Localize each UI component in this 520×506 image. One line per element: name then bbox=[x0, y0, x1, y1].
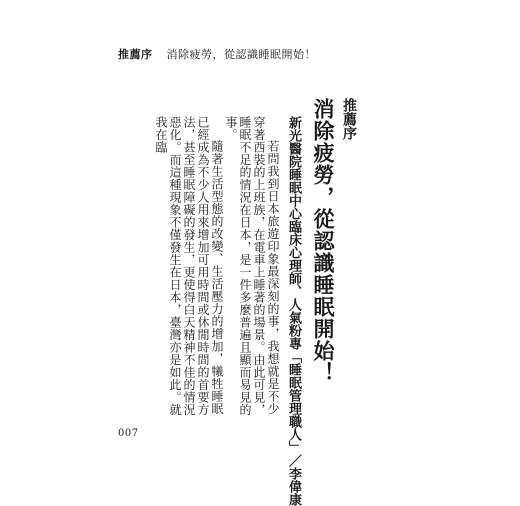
body-text bbox=[140, 116, 280, 416]
paragraph-1: 若問我到日本旅遊印象最深刻的事，我想就是不少穿著西裝的上班族，在電車上睡著的場景。由此可見，睡眠不足的情況在日本，是一件多麼普遍且顯而易見的事。 bbox=[224, 116, 280, 416]
running-head-title: 消除疲勞，從認識睡眠開始！ bbox=[166, 48, 316, 61]
running-head bbox=[118, 46, 316, 62]
paragraph-2: 隨著生活型態的改變、生活壓力的增加，犧牲睡眠已經成為不少人用來增加可用時間或休閒時間的首要方法，甚至睡眠障礙的發生，更使得白天精神不佳的情況惡化。而這種現象不僅發生在日本，臺灣亦是如此。就我在臨 bbox=[154, 116, 224, 416]
author-line: 新光醫院睡眠中心臨床心理師、人氣粉專「睡眠管理職人」／李偉康 bbox=[286, 116, 301, 506]
page-number: 007 bbox=[118, 428, 139, 439]
section-label: 推薦序 bbox=[341, 98, 357, 140]
running-head-section: 推薦序 bbox=[118, 48, 153, 61]
chapter-title: 消除疲勞，從認識睡眠開始！ bbox=[311, 98, 335, 384]
